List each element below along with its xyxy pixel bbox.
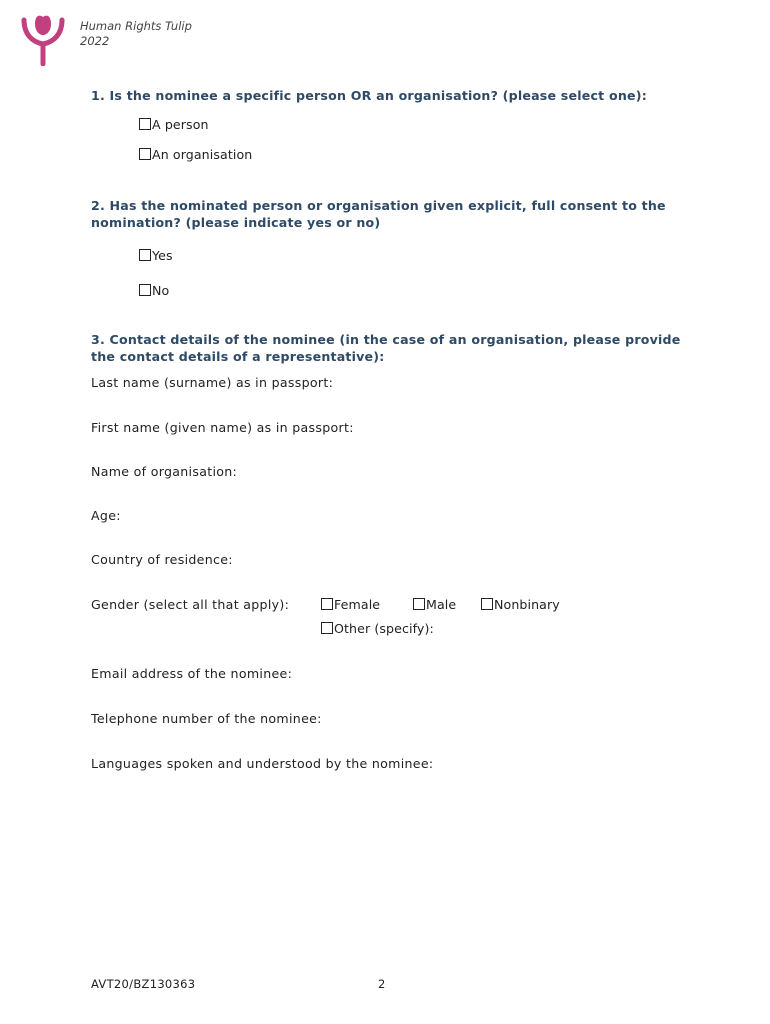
checkbox-empty-icon[interactable]: [139, 249, 151, 261]
option-an-organisation[interactable]: An organisation: [139, 147, 252, 162]
checkbox-empty-icon[interactable]: [481, 598, 493, 610]
field-gender-label: Gender (select all that apply):: [91, 597, 290, 612]
tulip-hands-logo: [20, 14, 66, 66]
option-yes[interactable]: Yes: [139, 248, 173, 263]
checkbox-empty-icon[interactable]: [321, 598, 333, 610]
option-gender-other[interactable]: Other (specify):: [321, 621, 434, 636]
field-first-name[interactable]: First name (given name) as in passport:: [91, 420, 354, 435]
footer-page-number: 2: [378, 977, 386, 991]
option-gender-nonbinary[interactable]: Nonbinary: [481, 597, 560, 612]
header-org-name: Human Rights Tulip: [80, 19, 192, 33]
option-a-person[interactable]: A person: [139, 117, 209, 132]
field-telephone[interactable]: Telephone number of the nominee:: [91, 711, 322, 726]
field-organisation-name[interactable]: Name of organisation:: [91, 464, 238, 479]
field-languages[interactable]: Languages spoken and understood by the nominee:: [91, 756, 434, 771]
option-gender-female[interactable]: Female: [321, 597, 380, 612]
checkbox-empty-icon[interactable]: [139, 284, 151, 296]
field-age[interactable]: Age:: [91, 508, 121, 523]
field-email[interactable]: Email address of the nominee:: [91, 666, 293, 681]
option-gender-male[interactable]: Male: [413, 597, 456, 612]
field-country-of-residence[interactable]: Country of residence:: [91, 552, 233, 567]
footer-doc-code: AVT20/BZ130363: [91, 977, 196, 991]
question-2-title: 2. Has the nominated person or organisation given explicit, full consent to the nomination? (please indicate yes or no): [91, 198, 666, 230]
question-3-title: 3. Contact details of the nominee (in the case of an organisation, please provide the contact details of a representative):: [91, 332, 681, 364]
header-year: 2022: [80, 34, 110, 48]
checkbox-empty-icon[interactable]: [139, 118, 151, 130]
option-no[interactable]: No: [139, 283, 169, 298]
checkbox-empty-icon[interactable]: [413, 598, 425, 610]
checkbox-empty-icon[interactable]: [139, 148, 151, 160]
question-1-title: 1. Is the nominee a specific person OR an organisation? (please select one):: [91, 88, 647, 103]
checkbox-empty-icon[interactable]: [321, 622, 333, 634]
field-last-name[interactable]: Last name (surname) as in passport:: [91, 375, 334, 390]
